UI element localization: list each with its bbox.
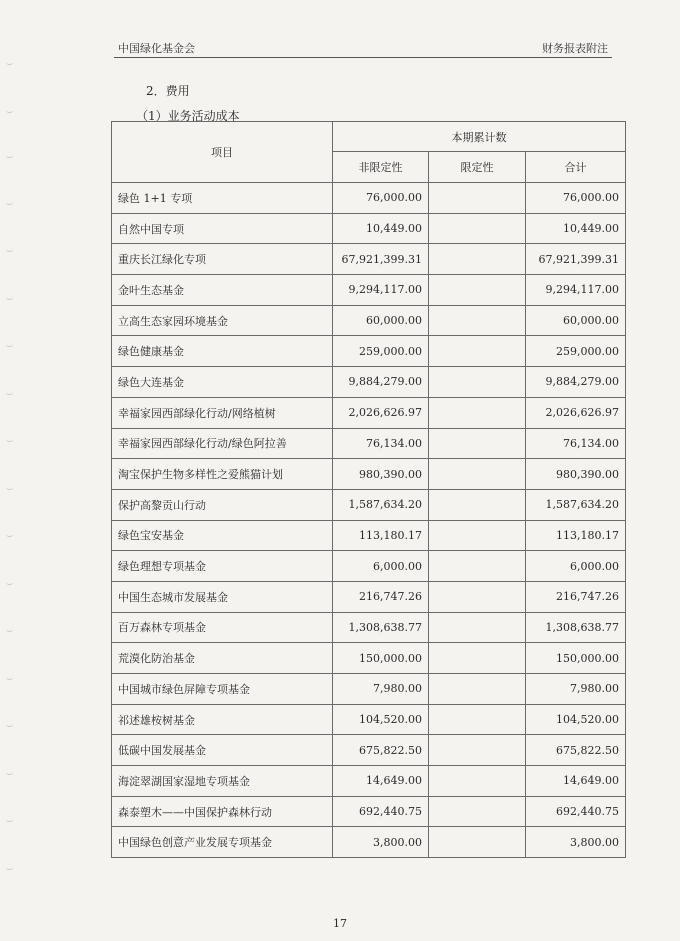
table-row [112,336,626,367]
header-period-total: 本期累计数 [333,122,626,152]
row-unrestricted: 104,520.00 [333,704,429,735]
row-restricted [429,213,526,244]
row-name: 荒漠化防治基金 [112,643,333,674]
table-row [112,735,626,766]
row-unrestricted: 3,800.00 [333,827,429,858]
table-row [112,827,626,858]
row-total: 7,980.00 [526,674,626,705]
row-name: 幸福家园西部绿化行动/网络植树 [112,397,333,428]
header-rule [114,57,612,58]
row-total: 1,308,638.77 [526,612,626,643]
row-name: 绿色大连基金 [112,367,333,398]
table-row [112,612,626,643]
table-body [112,183,626,858]
row-total: 692,440.75 [526,796,626,827]
row-name: 森泰塑木——中国保护森林行动 [112,796,333,827]
row-total: 76,000.00 [526,183,626,214]
row-total: 2,026,626.97 [526,397,626,428]
header-org: 中国绿化基金会 [118,42,195,55]
table-row [112,643,626,674]
row-unrestricted: 1,587,634.20 [333,489,429,520]
header-section: 财务报表附注 [542,42,608,55]
row-restricted [429,704,526,735]
row-total: 1,587,634.20 [526,489,626,520]
row-unrestricted: 67,921,399.31 [333,244,429,275]
table-row [112,704,626,735]
row-restricted [429,766,526,797]
table-row [112,244,626,275]
subsection-title: （1）业务活动成本 [136,109,240,123]
row-restricted [429,305,526,336]
row-total: 60,000.00 [526,305,626,336]
row-name: 绿色理想专项基金 [112,551,333,582]
row-unrestricted: 980,390.00 [333,459,429,490]
row-restricted [429,643,526,674]
row-total: 6,000.00 [526,551,626,582]
table-row [112,796,626,827]
row-name: 绿色 1+1 专项 [112,183,333,214]
row-unrestricted: 150,000.00 [333,643,429,674]
row-unrestricted: 113,180.17 [333,520,429,551]
table-row [112,305,626,336]
row-restricted [429,336,526,367]
row-restricted [429,612,526,643]
row-total: 76,134.00 [526,428,626,459]
section-title: 2．费用 [146,84,190,98]
row-total: 113,180.17 [526,520,626,551]
row-unrestricted: 60,000.00 [333,305,429,336]
row-total: 10,449.00 [526,213,626,244]
row-restricted [429,520,526,551]
table-row [112,489,626,520]
row-restricted [429,674,526,705]
row-name: 重庆长江绿化专项 [112,244,333,275]
row-name: 海淀翠湖国家湿地专项基金 [112,766,333,797]
row-total: 9,294,117.00 [526,275,626,306]
row-unrestricted: 692,440.75 [333,796,429,827]
header-total: 合计 [526,152,626,183]
row-name: 淘宝保护生物多样性之爱熊猫计划 [112,459,333,490]
row-total: 150,000.00 [526,643,626,674]
table-row [112,275,626,306]
row-restricted [429,397,526,428]
row-restricted [429,244,526,275]
row-total: 259,000.00 [526,336,626,367]
table-row [112,397,626,428]
row-restricted [429,275,526,306]
row-name: 中国城市绿色屏障专项基金 [112,674,333,705]
row-total: 3,800.00 [526,827,626,858]
row-unrestricted: 259,000.00 [333,336,429,367]
table-row [112,428,626,459]
row-name: 绿色健康基金 [112,336,333,367]
row-unrestricted: 76,134.00 [333,428,429,459]
row-unrestricted: 2,026,626.97 [333,397,429,428]
row-name: 绿色宝安基金 [112,520,333,551]
row-restricted [429,367,526,398]
row-unrestricted: 14,649.00 [333,766,429,797]
row-name: 立高生态家园环境基金 [112,305,333,336]
table-row [112,459,626,490]
row-total: 675,822.50 [526,735,626,766]
table-row [112,766,626,797]
row-name: 幸福家园西部绿化行动/绿色阿拉善 [112,428,333,459]
row-name: 中国生态城市发展基金 [112,581,333,612]
row-restricted [429,183,526,214]
row-unrestricted: 675,822.50 [333,735,429,766]
row-unrestricted: 1,308,638.77 [333,612,429,643]
row-unrestricted: 6,000.00 [333,551,429,582]
row-unrestricted: 7,980.00 [333,674,429,705]
row-total: 67,921,399.31 [526,244,626,275]
row-restricted [429,581,526,612]
row-restricted [429,489,526,520]
row-restricted [429,428,526,459]
row-unrestricted: 9,294,117.00 [333,275,429,306]
header-restricted: 限定性 [429,152,526,183]
row-total: 980,390.00 [526,459,626,490]
table-row [112,183,626,214]
cost-table [111,121,626,858]
row-name: 金叶生态基金 [112,275,333,306]
row-name: 祁述雄桉树基金 [112,704,333,735]
table-row [112,581,626,612]
table-row [112,367,626,398]
row-restricted [429,827,526,858]
row-name: 百万森林专项基金 [112,612,333,643]
row-unrestricted: 10,449.00 [333,213,429,244]
table-row [112,551,626,582]
row-unrestricted: 9,884,279.00 [333,367,429,398]
row-total: 14,649.00 [526,766,626,797]
row-total: 9,884,279.00 [526,367,626,398]
row-name: 保护高黎贡山行动 [112,489,333,520]
row-name: 中国绿色创意产业发展专项基金 [112,827,333,858]
table-row [112,520,626,551]
row-restricted [429,735,526,766]
row-restricted [429,796,526,827]
row-total: 104,520.00 [526,704,626,735]
row-restricted [429,551,526,582]
row-unrestricted: 76,000.00 [333,183,429,214]
table-row [112,674,626,705]
row-total: 216,747.26 [526,581,626,612]
header-unrestricted: 非限定性 [333,152,429,183]
header-item: 项目 [112,122,333,183]
row-restricted [429,459,526,490]
table-row [112,213,626,244]
page-number: 17 [333,917,347,930]
row-name: 低碳中国发展基金 [112,735,333,766]
row-unrestricted: 216,747.26 [333,581,429,612]
row-name: 自然中国专项 [112,213,333,244]
